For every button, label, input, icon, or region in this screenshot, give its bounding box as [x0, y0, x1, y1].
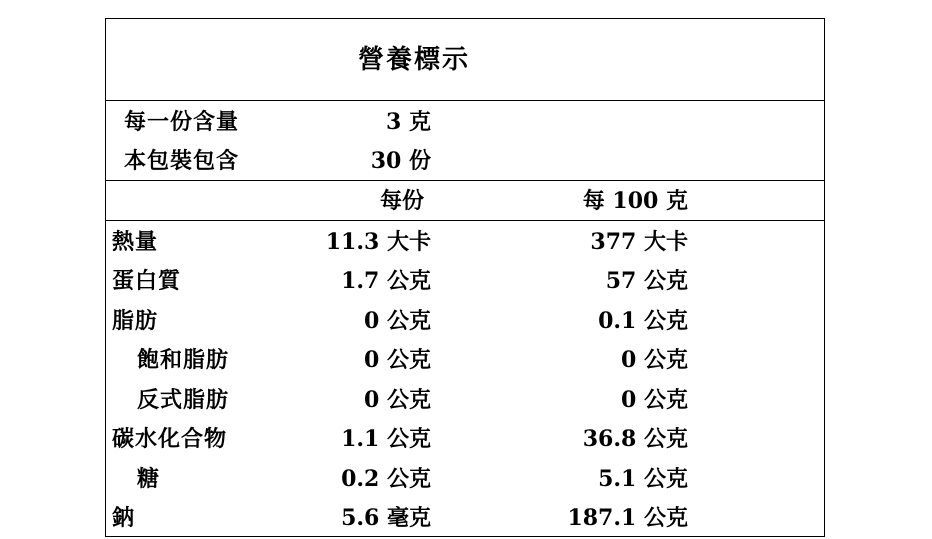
servings-per-package-label: 本包裝包含: [124, 148, 240, 174]
serving-size-value: 3 克: [386, 109, 431, 135]
column-header-per-serving: 每份: [379, 188, 424, 214]
nutrient-label-sodium: 鈉: [112, 505, 136, 531]
nutrient-label-saturated-fat: 飽和脂肪: [137, 347, 230, 373]
carbohydrate-per-serving: 1.1 公克: [341, 426, 431, 452]
nutrient-label-trans-fat: 反式脂肪: [137, 387, 230, 413]
carbohydrate-per-100g: 36.8 公克: [582, 426, 688, 452]
panel-title: 營養標示: [358, 45, 471, 75]
serving-size-label: 每一份含量: [124, 109, 240, 135]
sugar-per-100g: 5.1 公克: [598, 466, 688, 492]
fat-per-serving: 0 公克: [364, 308, 431, 334]
nutrient-label-protein: 蛋白質: [112, 268, 182, 294]
nutrient-label-sugar: 糖: [137, 466, 161, 492]
saturated-fat-per-serving: 0 公克: [364, 347, 431, 373]
sodium-per-100g: 187.1 公克: [567, 505, 688, 531]
trans-fat-per-100g: 0 公克: [621, 387, 688, 413]
nutrient-label-fat: 脂肪: [112, 308, 159, 334]
divider-title: [106, 100, 824, 101]
trans-fat-per-serving: 0 公克: [364, 387, 431, 413]
protein-per-100g: 57 公克: [605, 268, 688, 294]
energy-per-serving: 11.3 大卡: [325, 229, 431, 255]
sugar-per-serving: 0.2 公克: [341, 466, 431, 492]
nutrient-label-carbohydrate: 碳水化合物: [112, 426, 228, 452]
divider-serving: [106, 180, 824, 181]
energy-per-100g: 377 大卡: [590, 229, 688, 255]
sodium-per-serving: 5.6 毫克: [341, 505, 431, 531]
protein-per-serving: 1.7 公克: [341, 268, 431, 294]
divider-header: [106, 220, 824, 221]
nutrient-label-energy: 熱量: [112, 229, 159, 255]
nutrition-facts-panel: [105, 18, 825, 537]
fat-per-100g: 0.1 公克: [598, 308, 688, 334]
servings-per-package-value: 30 份: [370, 148, 431, 174]
column-header-per-100g: 每 100 克: [582, 188, 688, 214]
saturated-fat-per-100g: 0 公克: [621, 347, 688, 373]
